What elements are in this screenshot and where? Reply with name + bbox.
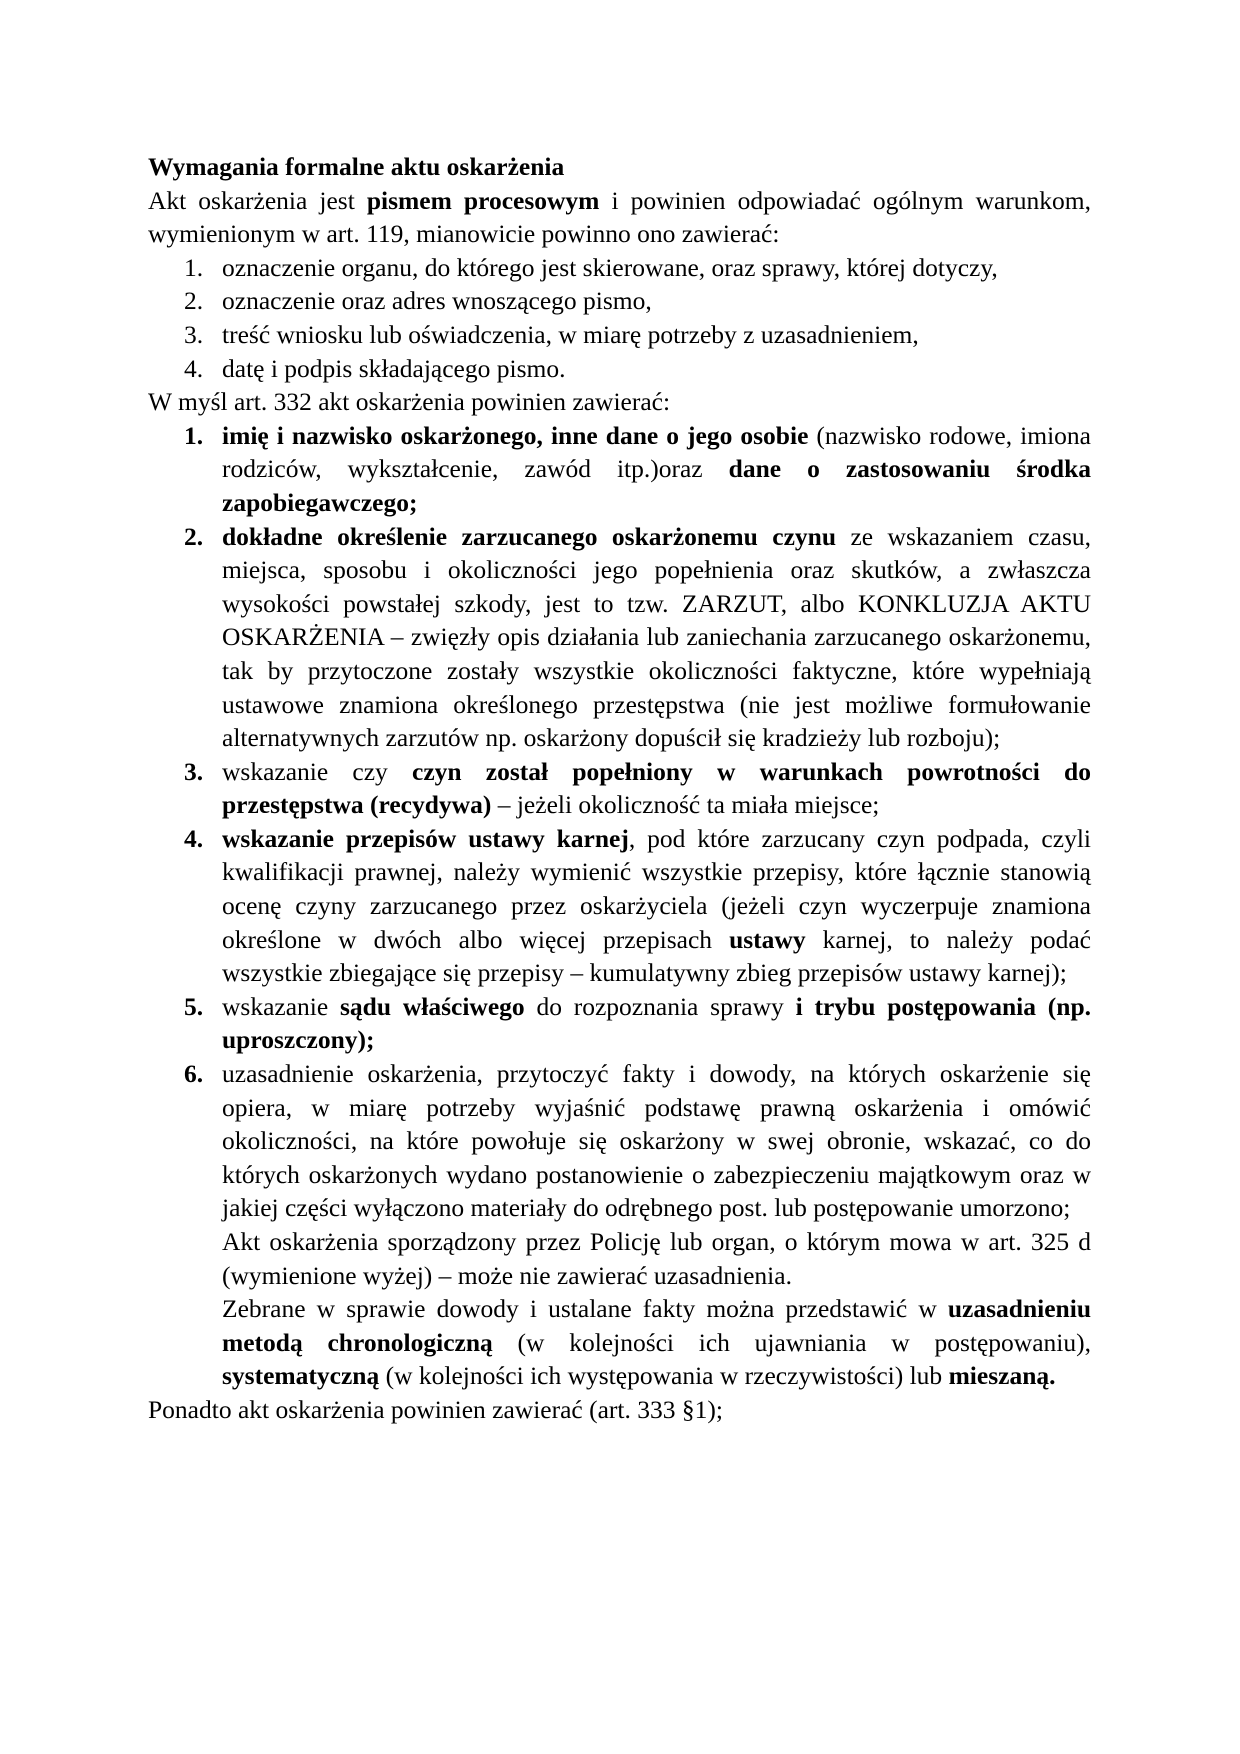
list-number: 4. (184, 823, 204, 853)
bold-text-segment: imię i nazwisko oskarżonego, inne dane o jego osobie (222, 420, 809, 450)
list-number: 6. (184, 1059, 204, 1089)
bold-text-segment: i trybu postępowania (np. uproszczony); (222, 991, 1091, 1055)
bold-text-segment: systematyczną (222, 1361, 380, 1391)
text-segment: wskazanie czy (222, 756, 413, 786)
text-segment: (w kolejności ich występowania w rzeczywistości) lub (379, 1361, 949, 1391)
list-number: 1. (184, 420, 204, 450)
text-segment: uzasadnienie oskarżenia, przytoczyć fakty i dowody, na których oskarżenie się opiera, w miarę potrzeby wyjaśnić podstawę prawną oskarżenia i omówić okoliczności, na które powołuje się oskarżony w swej obronie, wskazać, co do których oskarżonych wydano postanowienie o zabezpieczeniu majątkowym oraz w jakiej części wyłączono materiały do odrębnego post. lub postępowanie umorzono; (222, 1059, 1091, 1223)
general-requirements-list (148, 251, 1091, 385)
text-segment: (nazwisko rodowe, imiona rodziców, wykształcenie, zawód itp.)oraz (222, 420, 1091, 484)
list-number: 3. (184, 756, 204, 786)
list-number: 2. (184, 521, 204, 551)
text-segment: do rozpoznania sprawy (524, 991, 796, 1021)
list-item (148, 352, 1091, 386)
bold-text-segment: dokładne określenie zarzucanego oskarżonemu czynu (222, 521, 837, 551)
bold-text-segment: pismem procesowym (366, 185, 600, 215)
list-number: 5. (184, 991, 204, 1021)
bold-text-segment: ustawy (729, 924, 806, 954)
bold-text-segment: sądu właściwego (340, 991, 525, 1021)
art332-intro (148, 385, 1091, 419)
list-item (148, 251, 1091, 285)
list-item (148, 520, 1091, 755)
text-segment: (w kolejności ich ujawniania w postępowaniu), (492, 1327, 1091, 1357)
text-segment: , pod które zarzucany czyn podpada, czyli kwalifikacji prawnej, należy wymienić wszystkie przepisy, które łącznie stanowią ocenę czyny zarzucanego przez oskarżyciela (jeżeli czyn wyczerpuje znamiona określone w dwóch albo więcej przepisach (222, 823, 1091, 954)
intro-paragraph (148, 184, 1091, 251)
list-item (148, 419, 1091, 520)
list-number: 2. (184, 286, 204, 316)
list-number: 1. (184, 252, 204, 282)
list-number: 4. (184, 353, 204, 383)
text-segment: Zebrane w sprawie dowody i ustalane fakty można przedstawić w (222, 1294, 948, 1324)
bold-text-segment: uzasadnieniu metodą chronologiczną (222, 1294, 1091, 1357)
text-segment: Akt oskarżenia jest (148, 185, 367, 215)
text-segment: wskazanie (222, 991, 340, 1021)
bold-text-segment: wskazanie przepisów ustawy karnej (222, 823, 629, 853)
police-note (148, 1225, 1091, 1292)
text-segment: ze wskazaniem czasu, miejsca, sposobu i okoliczności jego popełnienia oraz skutków, a zwłaszcza wysokości powstałej szkody, jest to tzw. ZARZUT, albo KONKLUZJA AKTU OSKARŻENIA – zwięzły opis działania lub zaniechania zarzucanego oskarżonemu, tak by przytoczone zostały wszystkie okoliczności faktyczne, które wypełniają ustawowe znamiona określonego przestępstwa (nie jest możliwe formułowanie alternatywnych zarzutów np. oskarżony dopuścił się kradzieży lub rozboju); (222, 521, 1091, 753)
document-page (148, 150, 1091, 1427)
list-item (148, 1057, 1091, 1225)
text-segment: i powinien odpowiadać ogólnym warunkom, wymienionym w art. 119, mianowicie powinno ono zawierać: (148, 185, 1092, 249)
text-segment: Akt oskarżenia sporządzony przez Policję lub organ, o którym mowa w art. 325 d (wymienione wyżej) – może nie zawierać uzasadnienia. (222, 1227, 1091, 1290)
list-item (148, 318, 1091, 352)
text-segment: datę i podpis składającego pismo. (222, 353, 566, 383)
list-item (148, 284, 1091, 318)
document-title: Wymagania formalne aktu oskarżenia (148, 152, 565, 181)
text-segment: karnej, to należy podać wszystkie zbiegające się przepisy – kumulatywny zbieg przepisów ustawy karnej); (222, 924, 1091, 988)
text-segment: treść wniosku lub oświadczenia, w miarę potrzeby z uzasadnieniem, (222, 319, 919, 349)
text-segment: oznaczenie oraz adres wnoszącego pismo, (222, 286, 652, 316)
art332-requirements-list (148, 419, 1091, 1225)
list-item (148, 990, 1091, 1057)
text-segment: W myśl art. 332 akt oskarżenia powinien zawierać: (148, 387, 671, 417)
text-segment: Ponadto akt oskarżenia powinien zawierać (art. 333 §1); (148, 1394, 723, 1424)
list-item (148, 755, 1091, 822)
text-segment: – jeżeli okoliczność ta miała miejsce; (491, 790, 880, 820)
bold-text-segment: dane o zastosowaniu środka zapobiegawczego; (222, 454, 1091, 517)
bold-text-segment: czyn został popełniony w warunkach powrotności do przestępstwa (recydywa) (222, 756, 1091, 820)
list-number: 3. (184, 319, 204, 349)
closing-paragraph (148, 1393, 1091, 1427)
methods-note (148, 1292, 1091, 1393)
bold-text-segment: mieszaną. (948, 1361, 1056, 1391)
list-item (148, 822, 1091, 990)
text-segment: oznaczenie organu, do którego jest skierowane, oraz sprawy, której dotyczy, (222, 252, 998, 282)
